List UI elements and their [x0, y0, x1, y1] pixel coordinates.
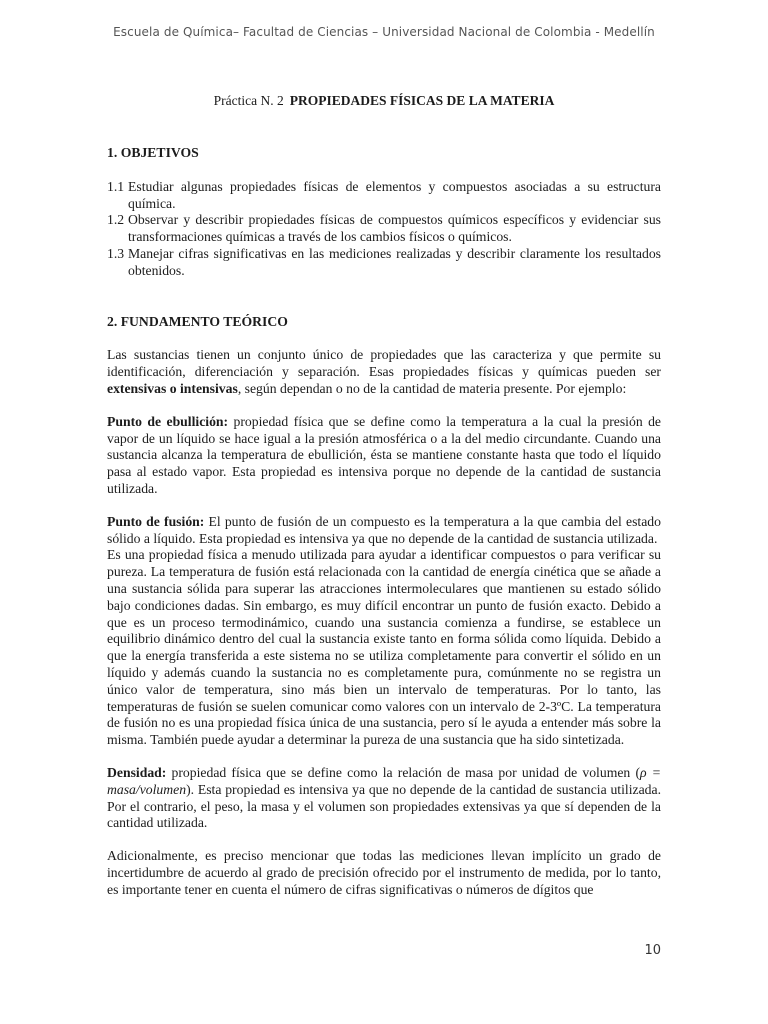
- objective-item: [107, 179, 661, 213]
- densidad-text: propiedad física que se define como la relación de masa por unidad de volumen (: [166, 764, 641, 780]
- objective-number: 1.2: [107, 212, 125, 228]
- fusion-paragraph-2: Es una propiedad física a menudo utilizada para ayudar a identificar compuestos o para verificar su pureza. La temperatura de fusión está relacionada con la cantidad de energía cinética que se añade a una sustancia sólida para superar las atracciones intermoleculares que mantienen su estado sólido bajo condiciones dadas. Sin embargo, es muy difícil encontrar un punto de fusión exacto. Debido a que es un proceso termodinámico, cuando una sustancia comienza a fundirse, se establece un equilibrio dinámico dentro del cual la sustancia existe tanto en forma sólida como líquida. Debido a que la energía transferida a este sistema no se utiliza completamente para convertir el sólido en un líquido y además cuando la sustancia no es completamente pura, comúnmente no se registra un único valor de temperatura, sino más bien un intervalo de temperaturas. Por lo tanto, las temperaturas de fusión se suelen comunicar como valores con un intervalo de 2-3ºC. La temperatura de fusión no es una propiedad física única de una sustancia, pero sí le ayuda a entender más sobre la misma. También puede ayudar a determinar la pureza de una sustancia que ha sido sintetizada.: [107, 547, 661, 748]
- fusion-paragraph: [107, 514, 661, 548]
- adicional-paragraph: Adicionalmente, es preciso mencionar que todas las mediciones llevan implícito un grado de incertidumbre de acuerdo al grado de precisión ofrecido por el instrumento de medida, por lo tanto, es importante tener en cuenta el número de cifras significativas o números de dígitos que: [107, 848, 661, 897]
- densidad-text-end: ). Esta propiedad es intensiva ya que no depende de la cantidad de sustancia utilizada. Por el contrario, el peso, la masa y el volumen son propiedades extensivas ya que sí dependen de la cantidad utilizada.: [107, 781, 661, 831]
- objective-item: [107, 212, 661, 246]
- page-number: 10: [644, 943, 661, 958]
- density-formula: ρ = masa/volumen: [107, 764, 661, 797]
- intro-bold-term: extensivas o intensivas: [107, 380, 238, 396]
- ebullicion-term: Punto de ebullición:: [107, 413, 229, 429]
- objective-item: [107, 246, 661, 280]
- ebullicion-paragraph: [107, 414, 661, 498]
- title-prefix: Práctica N. 2: [213, 93, 284, 108]
- densidad-paragraph: [107, 765, 661, 832]
- section-heading-fundamento: 2. FUNDAMENTO TEÓRICO: [107, 313, 288, 329]
- fusion-text: El punto de fusión de un compuesto es la temperatura a la que cambia del estado sólido a líquido. Esta propiedad es intensiva ya que no depende de la cantidad de sustancia utilizada.: [107, 513, 661, 546]
- objective-text: Observar y describir propiedades físicas de compuestos químicos específicos y evidenciar sus transformaciones químicas a través de los cambios físicos o químicos.: [128, 212, 661, 245]
- ebullicion-text: propiedad física que se define como la temperatura a la cual la presión de vapor de un líquido se hace igual a la presión atmosférica o a la del medio circundante. Cuando una sustancia alcanza la temperatura de ebullición, ésta se mantiene constante hasta que todo el líquido pasa al estado vapor. Esta propiedad es intensiva porque no depende de la cantidad de sustancia utilizada.: [107, 413, 661, 496]
- objective-text: Manejar cifras significativas en las mediciones realizadas y describir claramente los resultados obtenidos.: [128, 245, 661, 278]
- intro-paragraph: [107, 347, 661, 397]
- document-body: [107, 145, 661, 898]
- section-heading-objetivos: 1. OBJETIVOS: [107, 145, 199, 160]
- objective-number: 1.1: [107, 178, 125, 194]
- page-title: [0, 93, 768, 109]
- objective-number: 1.3: [107, 245, 125, 261]
- densidad-term: Densidad:: [107, 764, 167, 780]
- intro-text: Las sustancias tienen un conjunto único de propiedades que las caracteriza y que permite su identificación, diferenciación y separación. Esas propiedades físicas y químicas pueden ser: [107, 347, 661, 380]
- title-main: PROPIEDADES FÍSICAS DE LA MATERIA: [289, 93, 555, 108]
- intro-text-end: , según dependan o no de la cantidad de materia presente. Por ejemplo:: [237, 380, 627, 396]
- page-header: Escuela de Química– Facultad de Ciencias – Universidad Nacional de Colombia - Medellín: [113, 25, 655, 39]
- objective-text: Estudiar algunas propiedades físicas de elementos y compuestos asociadas a su estructura química.: [128, 178, 661, 211]
- fusion-term: Punto de fusión:: [107, 513, 205, 529]
